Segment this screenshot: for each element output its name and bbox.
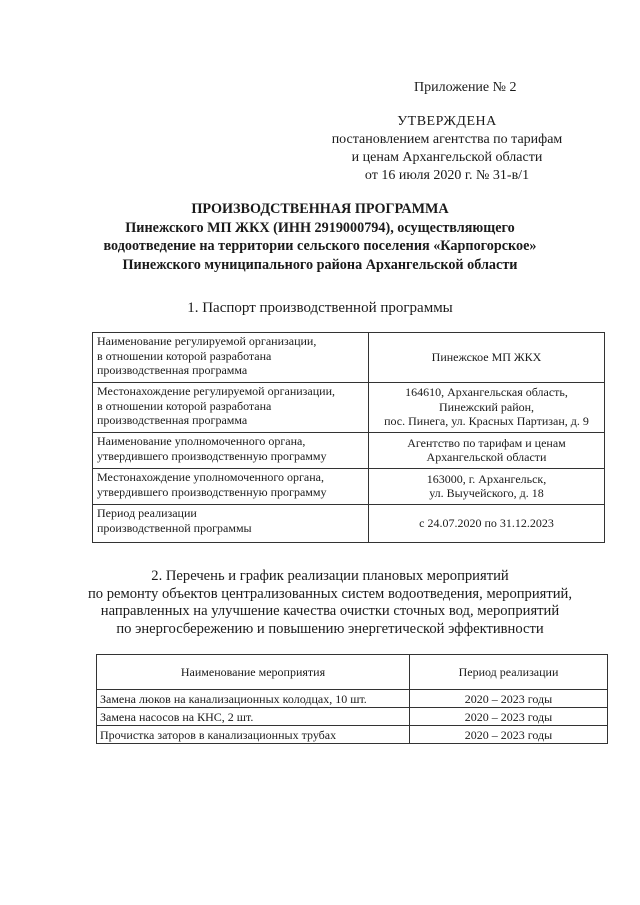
row-label: Период реализации производственной программы [93, 505, 369, 543]
measure-name: Замена люков на канализационных колодцах, 10 шт. [97, 690, 410, 708]
row-label: Наименование регулируемой организации, в отношении которой разработана производственная программа [93, 333, 369, 383]
measure-period: 2020 – 2023 годы [410, 690, 608, 708]
column-header-name: Наименование мероприятия [97, 655, 410, 690]
measure-period: 2020 – 2023 годы [410, 708, 608, 726]
row-label: Местонахождение уполномоченного органа, утвердившего производственную программу [93, 469, 369, 505]
row-value: Агентство по тарифам и ценам Архангельской области [369, 433, 605, 469]
row-value: 164610, Архангельская область, Пинежский район, пос. Пинега, ул. Красных Партизан, д. 9 [369, 383, 605, 433]
table-header-row [97, 655, 608, 690]
table-row [97, 708, 608, 726]
measure-name: Замена насосов на КНС, 2 шт. [97, 708, 410, 726]
measure-period: 2020 – 2023 годы [410, 726, 608, 744]
decree-line: и ценам Архангельской области [351, 150, 543, 165]
title-line: Пинежского муниципального района Архангельской области [122, 256, 518, 273]
column-header-period: Период реализации [410, 655, 608, 690]
title-line: ПРОИЗВОДСТВЕННАЯ ПРОГРАММА [191, 201, 449, 217]
document-title [40, 200, 600, 274]
table-row [93, 433, 605, 469]
approval-block [312, 113, 582, 185]
table-row [93, 469, 605, 505]
approved-label: УТВЕРЖДЕНА [397, 114, 497, 129]
row-value: с 24.07.2020 по 31.12.2023 [369, 505, 605, 543]
row-value: 163000, г. Архангельск, ул. Выучейского, д. 18 [369, 469, 605, 505]
appendix-label: Приложение № 2 [414, 80, 517, 95]
row-label: Местонахождение регулируемой организации, в отношении которой разработана производственная программа [93, 383, 369, 433]
title-line: водоотведение на территории сельского поселения «Карпогорское» [103, 238, 537, 254]
measures-table [96, 654, 608, 744]
table-row [93, 505, 605, 543]
decree-line: постановлением агентства по тарифам [331, 132, 563, 147]
row-value: Пинежское МП ЖКХ [369, 333, 605, 383]
row-label: Наименование уполномоченного органа, утвердившего производственную программу [93, 433, 369, 469]
decree-line: от 16 июля 2020 г. № 31-в/1 [364, 168, 530, 183]
table-row [97, 690, 608, 708]
table-row [93, 333, 605, 383]
passport-table [92, 332, 605, 543]
section2-heading: 2. Перечень и график реализации плановых мероприятий по ремонту объектов централизованных систем водоотведения, мероприятий, направленных на улучшение качества очистки сточных вод, мероприятий по энергосбережению и повышению энергетической эффективности [87, 568, 573, 637]
title-line: Пинежского МП ЖКХ (ИНН 2919000794), осуществляющего [125, 219, 515, 236]
section1-heading: 1. Паспорт производственной программы [187, 300, 453, 316]
table-row [97, 726, 608, 744]
measure-name: Прочистка заторов в канализационных трубах [97, 726, 410, 744]
table-row [93, 383, 605, 433]
